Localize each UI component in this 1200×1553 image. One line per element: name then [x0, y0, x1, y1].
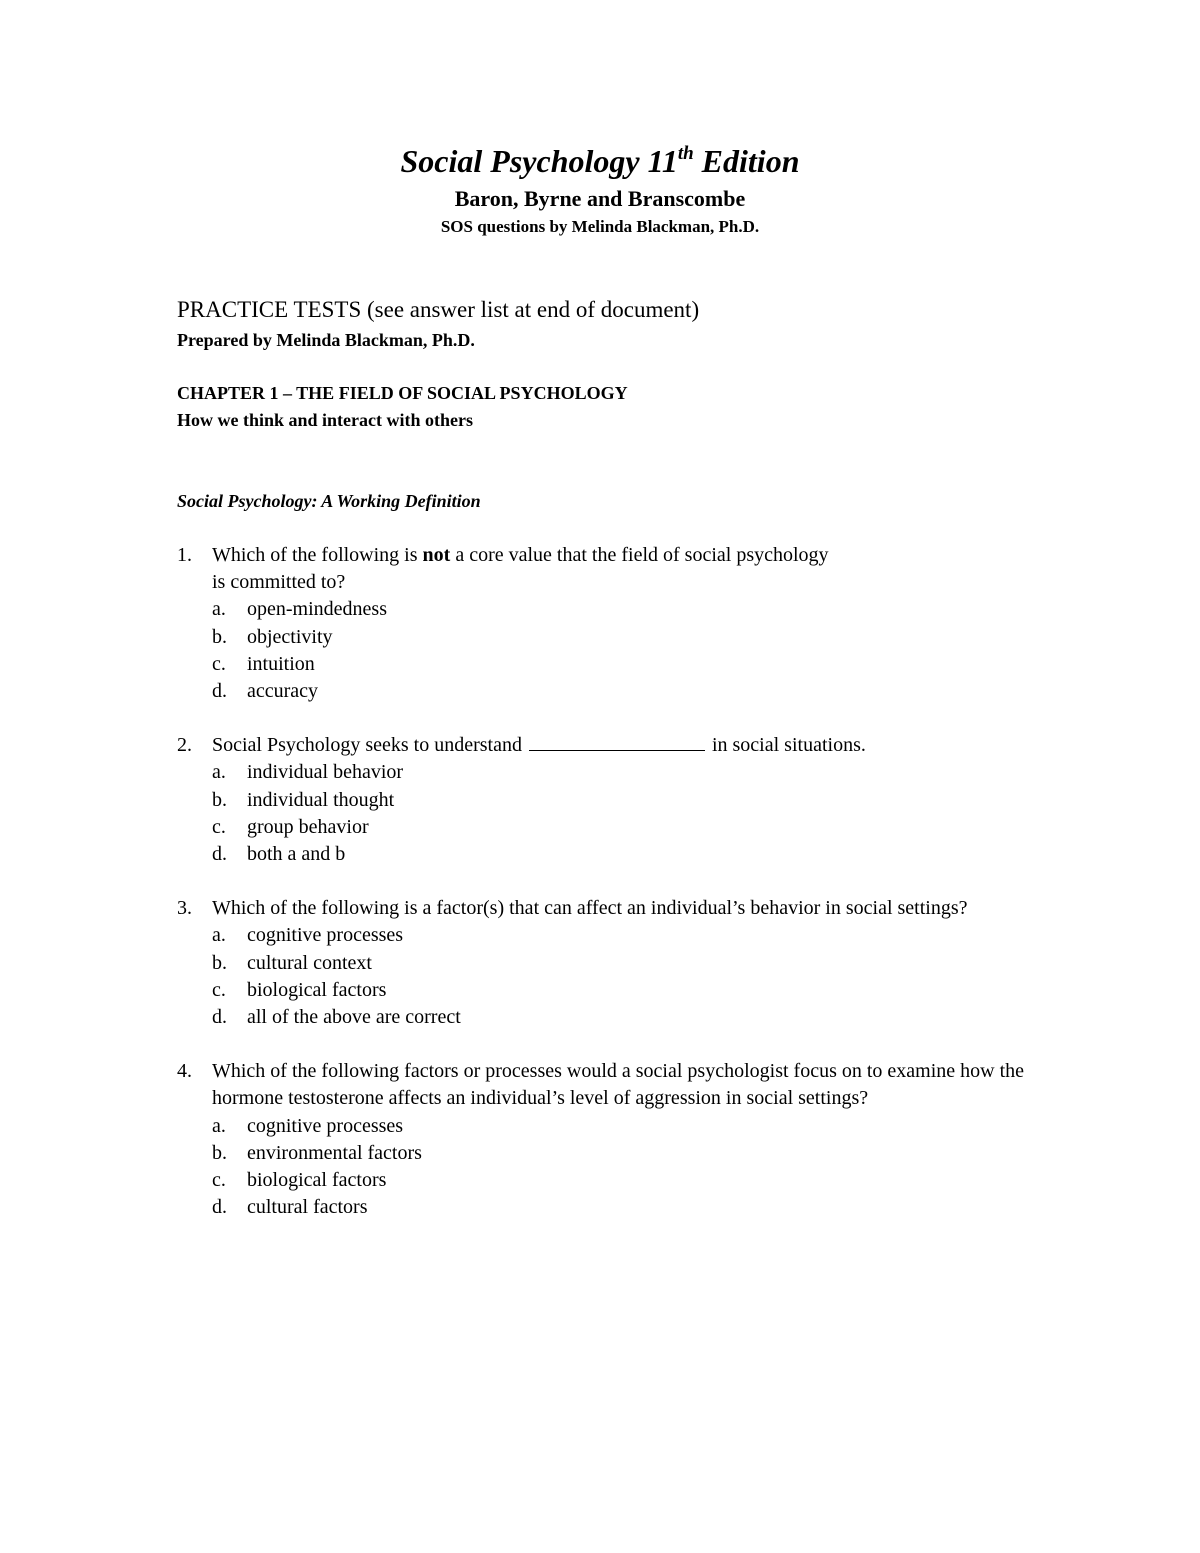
question-2: [177, 732, 1037, 868]
option-letter: d.: [212, 1006, 227, 1029]
chapter-title: CHAPTER 1 – THE FIELD OF SOCIAL PSYCHOLOGY: [177, 383, 628, 403]
option-letter: d.: [212, 1196, 227, 1219]
option-letter: c.: [212, 1169, 226, 1192]
option-text: individual thought: [247, 788, 395, 811]
answer-option: [212, 922, 1037, 949]
option-letter: d.: [212, 680, 227, 703]
question-stem: [212, 542, 1037, 596]
option-text: individual behavior: [247, 761, 404, 784]
option-text: objectivity: [247, 625, 333, 648]
answer-option: [212, 651, 1037, 678]
answer-option: [212, 787, 1037, 814]
option-text: open-mindedness: [247, 598, 387, 621]
answer-option: [212, 814, 1037, 841]
sos-credit-line: SOS questions by Melinda Blackman, Ph.D.: [440, 217, 760, 236]
answer-option: [212, 977, 1037, 1004]
option-text: cultural factors: [247, 1196, 368, 1219]
section-heading: Social Psychology: A Working Definition: [177, 491, 481, 511]
option-letter: a.: [212, 761, 226, 784]
question-stem: [212, 732, 1037, 759]
question-stem-part: a core value that the field of social psychology: [450, 544, 829, 566]
answer-option: [212, 759, 1037, 786]
question-number: 3.: [177, 897, 192, 920]
option-text: both a and b: [247, 843, 346, 866]
answer-options: [212, 1113, 1037, 1222]
option-text: cultural context: [247, 951, 372, 974]
question-4: [177, 1058, 1037, 1221]
option-text: accuracy: [247, 680, 319, 703]
answer-option: [212, 1140, 1037, 1167]
question-number: 4.: [177, 1060, 192, 1083]
answer-options: [212, 922, 1037, 1031]
option-text: cognitive processes: [247, 924, 404, 947]
question-stem: Which of the following is a factor(s) that can affect an individual’s behavior in social settings?: [212, 897, 968, 920]
chapter-subtitle: How we think and interact with others: [177, 410, 473, 430]
book-title-main: Social Psychology 11: [400, 143, 678, 179]
fill-in-blank: [529, 732, 705, 751]
book-authors: Baron, Byrne and Branscombe: [454, 186, 746, 211]
answer-option: [212, 1004, 1037, 1031]
question-list: [177, 542, 1037, 1248]
option-letter: d.: [212, 843, 227, 866]
answer-option: [212, 596, 1037, 623]
question-stem-part: Which of the following is: [212, 544, 423, 566]
answer-options: [212, 596, 1037, 705]
question-number: 2.: [177, 734, 192, 757]
answer-option: [212, 1113, 1037, 1140]
question-stem: Which of the following factors or processes would a social psychologist focus on to examine how the hormone testosterone affects an individual’s level of aggression in social settings?: [212, 1060, 1025, 1110]
question-stem-part: Social Psychology seeks to understand: [212, 734, 522, 757]
book-title: [0, 140, 1200, 182]
question-stem-part: in social situations.: [711, 734, 866, 757]
option-text: biological factors: [247, 1169, 387, 1192]
question-1: [177, 542, 1037, 705]
option-text: group behavior: [247, 815, 369, 838]
option-letter: c.: [212, 978, 226, 1001]
option-text: environmental factors: [247, 1141, 422, 1164]
practice-tests-heading: PRACTICE TESTS (see answer list at end of document): [177, 297, 700, 322]
answer-option: [212, 841, 1037, 868]
option-letter: c.: [212, 652, 226, 675]
question-number: 1.: [177, 544, 192, 566]
option-letter: c.: [212, 815, 226, 838]
answer-options: [212, 759, 1037, 868]
option-letter: b.: [212, 1141, 227, 1164]
question-3: [177, 895, 1037, 1031]
book-title-end: Edition: [693, 143, 800, 179]
answer-option: [212, 950, 1037, 977]
question-stem-part: is committed to?: [212, 571, 346, 594]
option-letter: b.: [212, 951, 227, 974]
option-letter: b.: [212, 788, 227, 811]
answer-option: [212, 678, 1037, 705]
book-title-superscript: th: [677, 143, 694, 164]
answer-option: [212, 1167, 1037, 1194]
option-letter: a.: [212, 1114, 226, 1137]
option-text: intuition: [247, 652, 315, 675]
option-letter: b.: [212, 625, 227, 648]
answer-option: [212, 1194, 1037, 1221]
option-text: cognitive processes: [247, 1114, 404, 1137]
answer-option: [212, 624, 1037, 651]
option-letter: a.: [212, 598, 226, 621]
option-text: biological factors: [247, 978, 387, 1001]
option-letter: a.: [212, 924, 226, 947]
chapter-heading: [177, 380, 1077, 434]
prepared-by-line: Prepared by Melinda Blackman, Ph.D.: [177, 330, 475, 350]
option-text: all of the above are correct: [247, 1006, 461, 1029]
question-stem-emphasis: not: [422, 544, 451, 566]
